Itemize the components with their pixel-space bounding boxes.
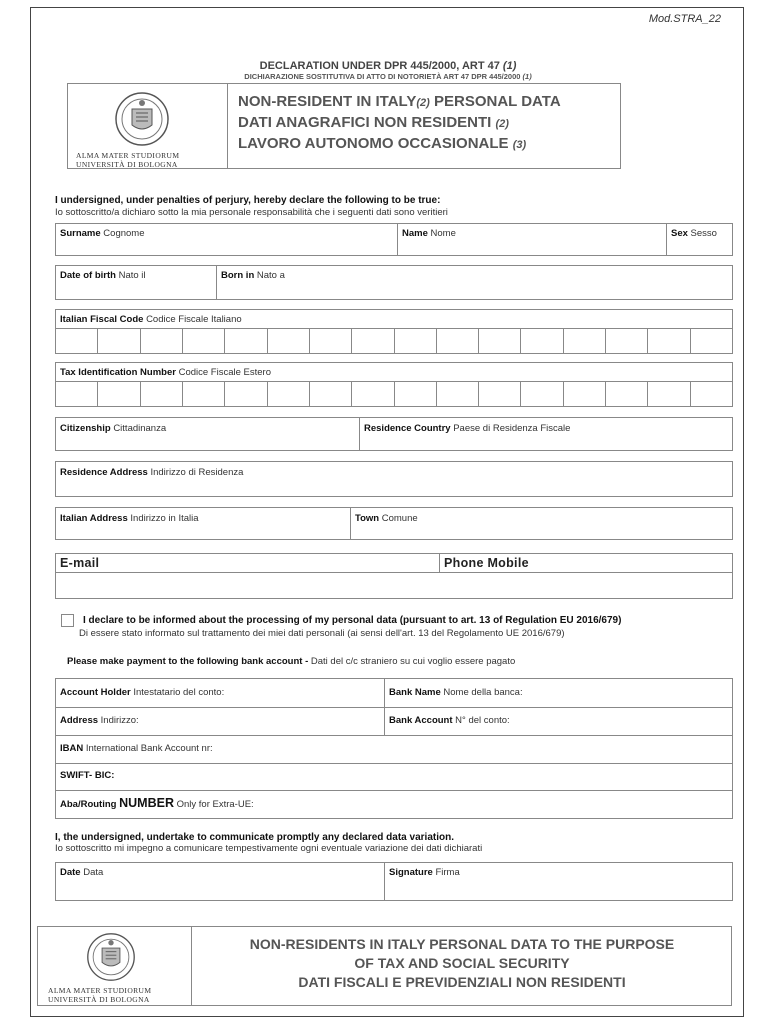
declaration-title: DECLARATION UNDER DPR 445/2000, ART 47 (1)	[259, 60, 517, 72]
iban-field[interactable]: IBAN International Bank Account nr:	[60, 743, 213, 754]
date-label: Date Data	[60, 867, 104, 878]
tax-id-cells	[56, 382, 732, 406]
tax-id-field[interactable]	[55, 362, 733, 407]
footer-logo	[38, 927, 192, 1005]
contact-row[interactable]	[55, 553, 733, 599]
residence-address-field[interactable]	[55, 461, 733, 497]
residence-address-label: Residence Address Indirizzo di Residenza	[60, 467, 244, 478]
citizenship-row[interactable]	[55, 417, 733, 451]
italian-address-label: Italian Address Indirizzo in Italia	[60, 513, 199, 524]
declaration-subtitle: DICHIARAZIONE SOSTITUTIVA DI ATTO DI NOTORIETÀ ART 47 DPR 445/2000 (1)	[244, 72, 532, 81]
bank-account-field[interactable]: Bank Account N° del conto:	[389, 715, 510, 726]
town-label: Town Comune	[355, 513, 418, 524]
tax-id-label: Tax Identification Number Codice Fiscale Estero	[60, 367, 271, 378]
account-holder-field[interactable]: Account Holder Intestatario del conto:	[60, 687, 225, 698]
bank-details-table	[55, 678, 733, 819]
form-page	[30, 7, 744, 1017]
birth-row[interactable]	[55, 265, 733, 300]
university-name: ALMA MATER STUDIORUM UNIVERSITÀ DI BOLOGNA	[76, 151, 180, 169]
university-seal-icon	[86, 932, 136, 982]
aba-routing-field[interactable]: Aba/Routing NUMBER Only for Extra-UE:	[60, 796, 254, 810]
footer-university-name: ALMA MATER STUDIORUM UNIVERSITÀ DI BOLOGNA	[48, 986, 152, 1004]
privacy-statement-english: I declare to be informed about the processing of my personal data (pursuant to art. 13 of Regulation EU 2016/679)	[83, 615, 622, 626]
footer-title: NON-RESIDENTS IN ITALY PERSONAL DATA TO THE PURPOSE OF TAX AND SOCIAL SECURITY DATI FISCALI E PREVIDENZIALI NON RESIDENTI	[249, 936, 675, 990]
undertake-english: I, the undersigned, undertake to communicate promptly any declared data variation.	[55, 832, 454, 843]
citizenship-label: Citizenship Cittadinanza	[60, 423, 167, 434]
born-in-label: Born in Nato a	[221, 270, 285, 281]
bank-name-field[interactable]: Bank Name Nome della banca:	[389, 687, 523, 698]
signature-label: Signature Firma	[389, 867, 460, 878]
italian-address-row[interactable]	[55, 507, 733, 540]
fiscal-code-field[interactable]	[55, 309, 733, 354]
form-title: NON-RESIDENT IN ITALY(2) PERSONAL DATA DATI ANAGRAFICI NON RESIDENTI (2) LAVORO AUTONOMO OCCASIONALE (3)	[238, 93, 561, 152]
header-box	[67, 83, 621, 169]
date-of-birth-label: Date of birth Nato il	[60, 270, 146, 281]
surname-label: Surname Cognome	[60, 228, 145, 239]
payment-instruction: Please make payment to the following bank account - Dati del c/c straniero su cui voglio essere pagato	[67, 656, 516, 667]
university-seal-icon	[114, 91, 170, 147]
name-label: Name Nome	[402, 228, 456, 239]
intro-italian: Io sottoscritto/a dichiaro sotto la mia personale responsabilità che i seguenti dati sono veritieri	[55, 207, 448, 218]
undertake-italian: Io sottoscritto mi impegno a comunicare tempestivamente ogni eventuale variazione dei dati dichiarati	[55, 843, 483, 854]
sex-label: Sex Sesso	[671, 228, 717, 239]
form-code: Mod.STRA_22	[648, 13, 721, 25]
university-logo	[68, 84, 228, 168]
swift-field[interactable]: SWIFT- BIC:	[60, 770, 115, 781]
surname-name-sex-row[interactable]	[55, 223, 733, 256]
footer-box	[37, 926, 732, 1006]
intro-english: I undersigned, under penalties of perjury, hereby declare the following to be true:	[55, 195, 441, 206]
email-label: E-mail	[60, 556, 100, 570]
phone-label: Phone Mobile	[444, 556, 529, 570]
privacy-checkbox[interactable]	[61, 614, 74, 627]
privacy-statement-italian: Di essere stato informato sul trattamento dei miei dati personali (ai sensi dell'art. 13 del Regolamento UE 2016/679)	[79, 628, 565, 639]
fiscal-code-label: Italian Fiscal Code Codice Fiscale Italiano	[60, 314, 242, 325]
address-field[interactable]: Address Indirizzo:	[60, 715, 139, 726]
fiscal-code-cells	[56, 329, 732, 353]
date-signature-row[interactable]	[55, 862, 733, 901]
residence-country-label: Residence Country Paese di Residenza Fiscale	[364, 423, 571, 434]
